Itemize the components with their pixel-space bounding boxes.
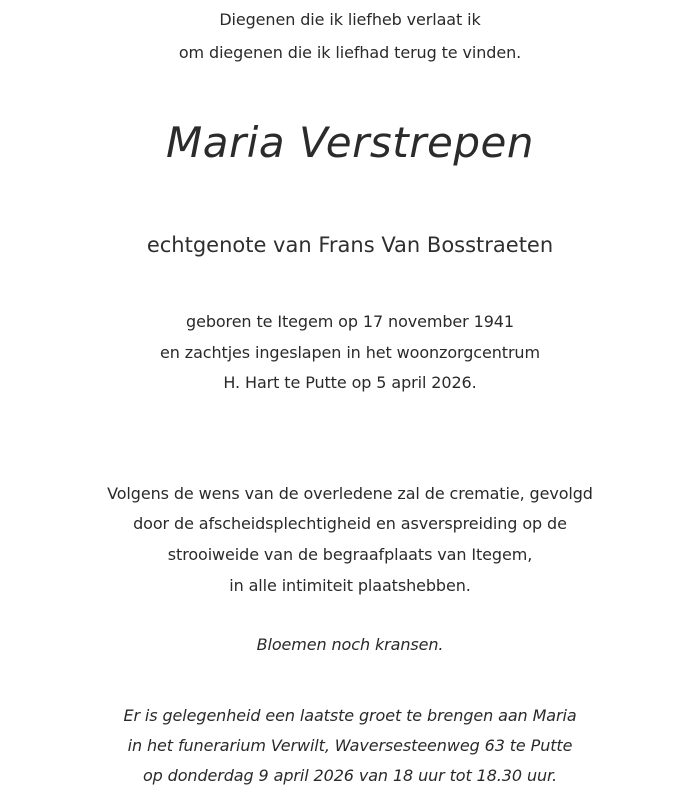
spouse-line: echtgenote van Frans Van Bosstraeten xyxy=(146,233,554,257)
visitation-line: op donderdag 9 april 2026 van 18 uur tot 18.30 uur. xyxy=(142,766,558,785)
visitation-line: Er is gelegenheid een laatste groet te brengen aan Maria xyxy=(123,706,577,725)
quote-line: Diegenen die ik liefheb verlaat ik xyxy=(219,10,481,29)
life-line: H. Hart te Putte op 5 april 2026. xyxy=(223,373,477,392)
life-line: geboren te Itegem op 17 november 1941 xyxy=(186,312,514,331)
ceremony-line: Volgens de wens van de overledene zal de crematie, gevolgd xyxy=(107,484,593,503)
quote-line: om diegenen die ik liefhad terug te vinden. xyxy=(178,43,522,62)
ceremony-line: in alle intimiteit plaatshebben. xyxy=(229,576,471,595)
visitation-line: in het funerarium Verwilt, Waversesteenweg 63 te Putte xyxy=(127,736,573,755)
deceased-name: Maria Verstrepen xyxy=(166,118,534,167)
ceremony-line: door de afscheidsplechtigheid en asverspreiding op de xyxy=(133,514,567,533)
flowers-note: Bloemen noch kransen. xyxy=(256,635,444,654)
ceremony-line: strooiweide van de begraafplaats van Itegem, xyxy=(167,545,533,564)
life-line: en zachtjes ingeslapen in het woonzorgcentrum xyxy=(160,343,540,362)
